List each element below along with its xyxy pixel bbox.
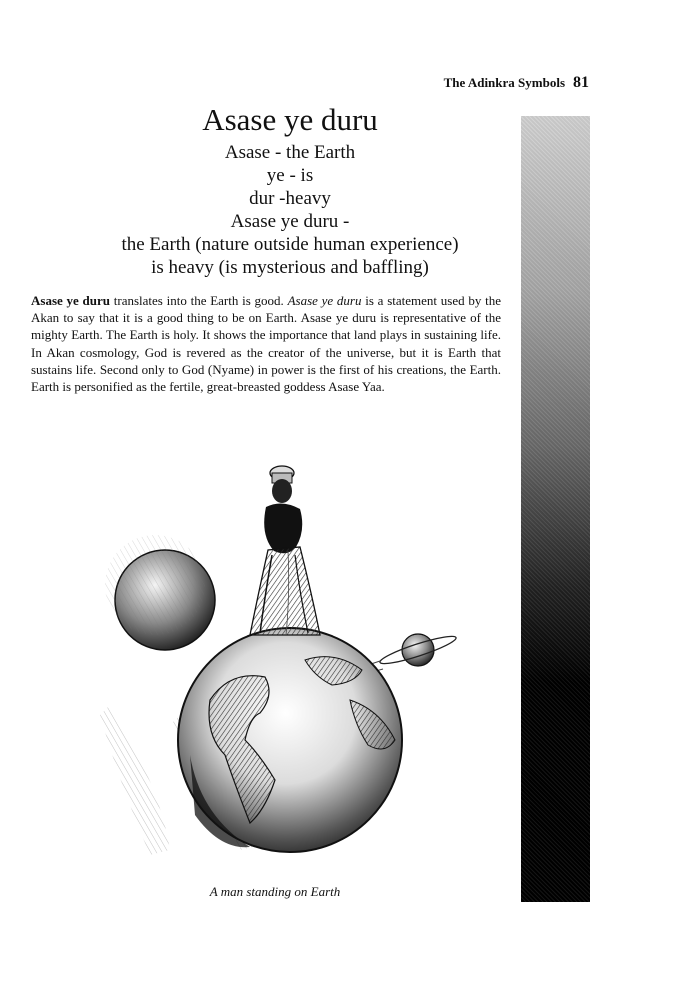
- gloss-line: Asase - the Earth: [224, 141, 356, 163]
- page-number: 81: [573, 74, 589, 91]
- body-text-part: translates into the Earth is good.: [110, 293, 288, 308]
- body-paragraph: [31, 292, 501, 395]
- illustration-man-standing-on-earth: [100, 455, 470, 860]
- body-lead-term: Asase ye duru: [31, 293, 111, 308]
- body-italic-term: Asase ye duru: [287, 293, 362, 308]
- running-head-title: The Adinkra Symbols: [443, 75, 565, 90]
- gloss-line: Asase ye duru -: [230, 210, 350, 232]
- gloss-line: the Earth (nature outside human experience): [121, 233, 459, 255]
- page-title: Asase ye duru: [202, 102, 378, 137]
- standing-man-figure: [250, 466, 320, 635]
- body-text-part: is a statement used by the Akan to say that it is a good thing to be on Earth. Asase ye duru is representative of the mighty Earth. The Earth is holy. It shows the importance that land plays in sustaining life. In Akan cosmology, God is revered as the creator of the universe, but it is Earth that sustains life. Second only to God (Nyame) in power is the first of his creations, the Earth. Earth is personified as the fertile, great-breasted goddess Asase Yaa.: [31, 293, 501, 395]
- running-head: [444, 74, 589, 92]
- figure-caption: A man standing on Earth: [209, 884, 341, 899]
- gloss-line: dur -heavy: [249, 187, 331, 209]
- earth-globe: [178, 628, 402, 852]
- title-block: [40, 104, 540, 279]
- gloss-line: ye - is: [266, 164, 314, 186]
- moon-sphere: [105, 535, 215, 650]
- gloss-line: is heavy (is mysterious and baffling): [151, 256, 429, 278]
